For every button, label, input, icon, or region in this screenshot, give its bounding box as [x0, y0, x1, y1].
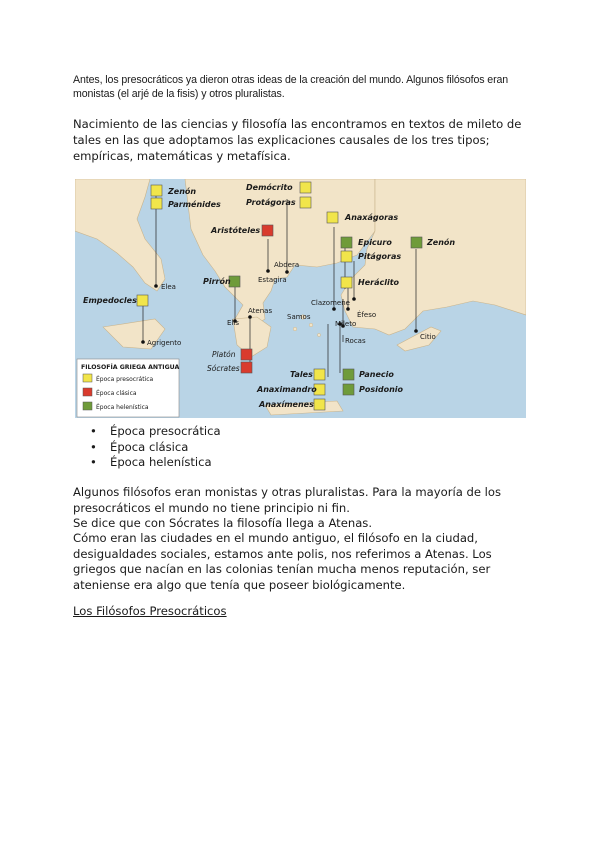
- democrito-box: [300, 182, 311, 193]
- heraclito-box: [341, 277, 352, 288]
- presocratic-philosophers-link[interactable]: Los Filósofos Presocráticos: [73, 604, 227, 618]
- zenon-citio-box: [411, 237, 422, 248]
- aristoteles-box: [262, 225, 273, 236]
- city-estagira: Estagira: [258, 276, 287, 284]
- legend-classic: Época clásica: [96, 390, 137, 397]
- epoch-list: [88, 424, 488, 471]
- city-efeso: Éfeso: [357, 311, 377, 319]
- label-aristoteles: Aristóteles: [211, 226, 261, 235]
- zenon-elea-box: [151, 185, 162, 196]
- tales-box: [314, 369, 325, 380]
- anaximenes-box: [314, 399, 325, 410]
- legend-presocratic-swatch: [83, 374, 92, 382]
- label-pitagoras: Pitágoras: [358, 252, 402, 261]
- city-elea: Elea: [161, 283, 176, 291]
- empedocles-box: [137, 295, 148, 306]
- label-empedocles: Empedocles: [83, 296, 137, 305]
- legend-hellenistic: Época helenística: [96, 404, 149, 411]
- epicuro-box: [341, 237, 352, 248]
- label-socrates: Sócrates: [207, 364, 240, 373]
- map-legend: [77, 359, 179, 417]
- label-parmenides: Parménides: [168, 200, 221, 209]
- legend-presocratic: Época presocrática: [96, 376, 154, 383]
- label-democrito: Demócrito: [246, 183, 293, 192]
- anaxagoras-box: [327, 212, 338, 223]
- posidonio-box: [343, 384, 354, 395]
- label-tales: Tales: [290, 370, 313, 379]
- city-agrigento: Agrigento: [147, 339, 182, 347]
- city-citio: Citio: [420, 333, 436, 341]
- label-epicuro: Epicuro: [358, 238, 392, 247]
- socrates-box: [241, 362, 252, 373]
- list-item: • Época presocrática: [88, 424, 488, 440]
- panecio-box: [343, 369, 354, 380]
- city-rocas: Rocas: [345, 337, 366, 345]
- list-item: • Época helenística: [88, 455, 488, 471]
- label-anaximenes: Anaxímenes: [259, 400, 314, 409]
- platon-box: [241, 349, 252, 360]
- greek-philosophy-map: [75, 179, 526, 418]
- intro-paragraph: Antes, los presocráticos ya dieron otras ideas de la creación del mundo. Algunos filósofos eran monistas (el arjé de la fisis) y otros pluralistas.: [73, 74, 509, 100]
- city-samos: Samos: [287, 313, 311, 321]
- label-zenon-elea: Zenón: [168, 187, 197, 196]
- cities-paragraph: Cómo eran las ciudades en el mundo antiguo, el filósofo en la ciudad, desigualdades sociales, estamos ante polis, nos referimos a Atenas. Los griegos que nacían en las colonias tenían mucha menos reputación, ser ateniense era algo que tenía que poseer biológicamente.: [73, 531, 492, 592]
- city-abdera: Abdera: [274, 261, 300, 269]
- island: [309, 323, 313, 327]
- city-mileto: Mileto: [335, 320, 357, 328]
- socrates-paragraph: Se dice que con Sócrates la filosofía llega a Atenas.: [73, 516, 373, 530]
- label-heraclito: Heráclito: [358, 278, 400, 287]
- city-elis: Elis: [227, 319, 239, 327]
- label-anaximandro: Anaximandro: [257, 385, 317, 394]
- label-protagoras: Protágoras: [246, 198, 296, 207]
- parmenides-box: [151, 198, 162, 209]
- legend-title: FILOSOFÍA GRIEGA ANTIGUA: [81, 364, 180, 371]
- pitagoras-box: [341, 251, 352, 262]
- label-anaxagoras: Anaxágoras: [345, 213, 399, 222]
- legend-hellenistic-swatch: [83, 402, 92, 410]
- science-paragraph: Nacimiento de las ciencias y filosofía las encontramos en textos de mileto de tales en las que adoptamos las explicaciones causales de los tres tipos; empíricas, matemáticas y metafísica.: [73, 117, 522, 163]
- island: [317, 333, 320, 336]
- label-zenon-citio: Zenón: [427, 238, 456, 247]
- label-pirron: Pirrón: [203, 277, 231, 286]
- list-item: • Época clásica: [88, 440, 488, 456]
- label-platon: Platón: [212, 350, 236, 359]
- label-posidonio: Posidonio: [359, 385, 404, 394]
- island: [293, 327, 297, 331]
- city-atenas: Atenas: [248, 307, 273, 315]
- protagoras-box: [300, 197, 311, 208]
- city-clazomene: Clazomene: [311, 299, 350, 307]
- legend-classic-swatch: [83, 388, 92, 396]
- label-panecio: Panecio: [359, 370, 394, 379]
- monists-paragraph: Algunos filósofos eran monistas y otras pluralistas. Para la mayoría de los presocráticos el mundo no tiene principio ni fin.: [73, 485, 502, 515]
